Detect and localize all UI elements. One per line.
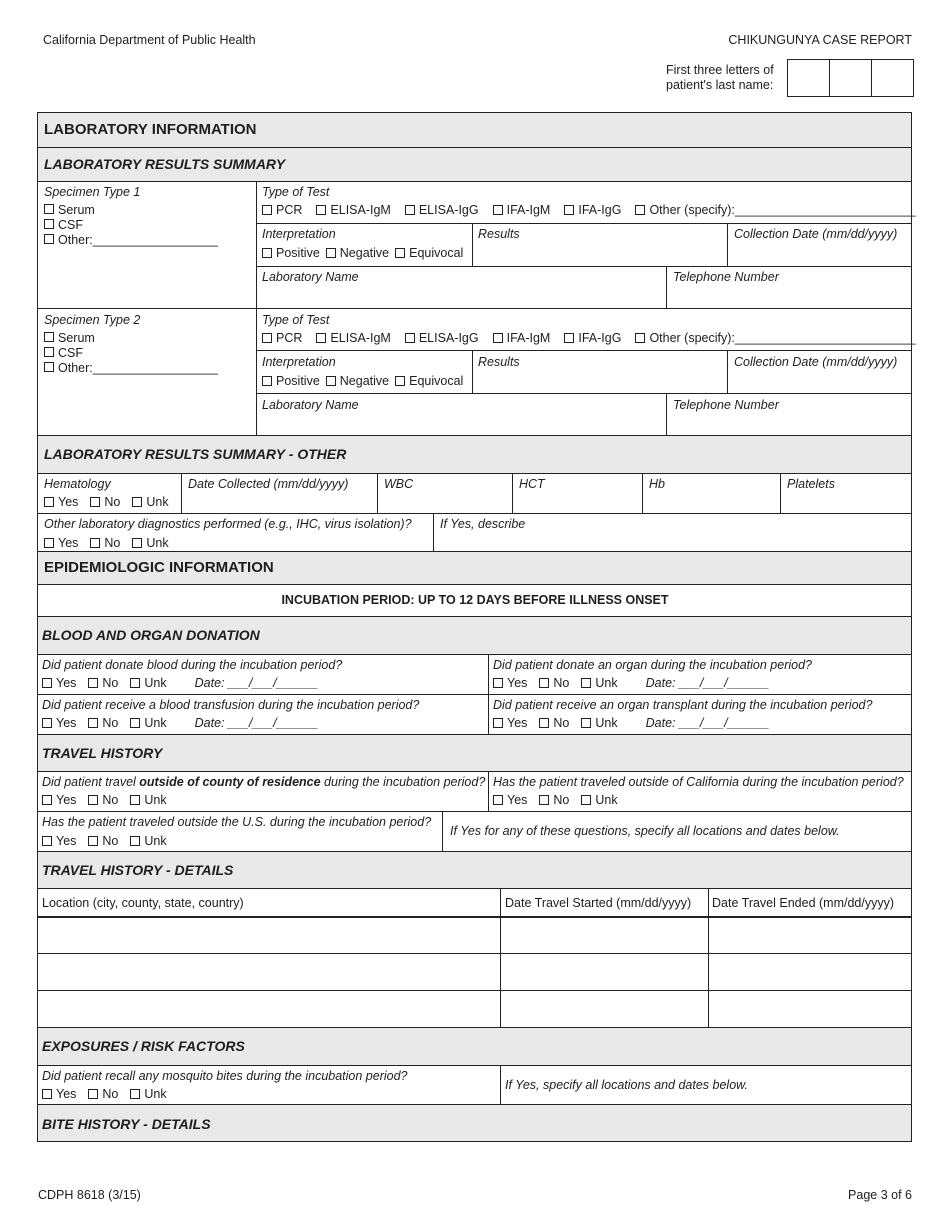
other-diagnostics-options: [44, 536, 169, 550]
vline: [727, 350, 728, 393]
hline: [38, 734, 912, 735]
travel-california-options: [493, 793, 618, 807]
option-no[interactable]: No: [539, 793, 569, 807]
specimen-1-other[interactable]: Other:__________________: [44, 233, 218, 247]
option-unk[interactable]: Unk: [132, 536, 168, 550]
vline: [512, 473, 513, 513]
specimen-1-csf[interactable]: CSF: [44, 218, 83, 232]
other-diagnostics-question: Other laboratory diagnostics performed (e.g., IHC, virus isolation)?: [44, 517, 412, 531]
hline: [38, 811, 912, 812]
specimen-2-label: Specimen Type 2: [44, 313, 141, 327]
last-name-letter-boxes: [787, 59, 914, 97]
travel-details-title: TRAVEL HISTORY - DETAILS: [42, 862, 234, 878]
checkbox[interactable]: [44, 234, 54, 244]
test-other[interactable]: Other (specify):__________________________: [635, 203, 915, 217]
option-no[interactable]: No: [88, 834, 118, 848]
vline: [500, 888, 501, 1027]
exposures-title: EXPOSURES / RISK FACTORS: [42, 1038, 245, 1054]
q-donate-organ: Did patient donate an organ during the incubation period?: [493, 658, 812, 672]
checkbox[interactable]: [44, 362, 54, 372]
letter-box-2[interactable]: [830, 60, 872, 96]
option-unk[interactable]: Unk: [581, 676, 617, 690]
travel-note: If Yes for any of these questions, specify all locations and dates below.: [450, 824, 840, 838]
option-unk[interactable]: Unk: [132, 495, 168, 509]
test-ifa-igm[interactable]: IFA-IgM: [493, 203, 551, 217]
interp-positive[interactable]: Positive: [262, 374, 320, 388]
travel-row-1-location[interactable]: [38, 918, 500, 953]
hline: [256, 393, 912, 394]
vline: [500, 1065, 501, 1104]
test-elisa-igm[interactable]: ELISA-IgM: [316, 331, 390, 345]
option-yes[interactable]: Yes: [42, 716, 76, 730]
vline: [708, 888, 709, 1027]
q-mosquito-bites: Did patient recall any mosquito bites during the incubation period?: [42, 1069, 408, 1083]
date-field[interactable]: Date: ___/___/______: [194, 676, 319, 690]
col-date-started: Date Travel Started (mm/dd/yyyy): [505, 896, 692, 910]
receive-blood-options: [42, 716, 318, 730]
option-yes[interactable]: Yes: [42, 676, 76, 690]
hline: [256, 223, 912, 224]
vline: [433, 513, 434, 551]
specimen-2-other[interactable]: Other:__________________: [44, 361, 218, 375]
lab-name-label: Laboratory Name: [262, 270, 359, 284]
vline: [472, 350, 473, 393]
option-unk[interactable]: Unk: [130, 676, 166, 690]
mosquito-options: [42, 1087, 167, 1101]
hline: [38, 654, 912, 655]
test-ifa-igm[interactable]: IFA-IgM: [493, 331, 551, 345]
option-unk[interactable]: Unk: [130, 834, 166, 848]
type-of-test-label: Type of Test: [262, 185, 330, 199]
hline: [38, 851, 912, 852]
option-unk[interactable]: Unk: [581, 793, 617, 807]
bite-history-title: BITE HISTORY - DETAILS: [42, 1116, 211, 1132]
q-travel-county: Did patient travel outside of county of residence during the incubation period?: [42, 775, 486, 789]
q-donate-blood: Did patient donate blood during the incubation period?: [42, 658, 343, 672]
vline: [442, 811, 443, 851]
option-no[interactable]: No: [90, 536, 120, 550]
travel-us-options: [42, 834, 167, 848]
interp-negative[interactable]: Negative: [326, 374, 389, 388]
vline: [666, 393, 667, 435]
hline: [38, 551, 912, 552]
option-yes[interactable]: Yes: [493, 676, 527, 690]
option-unk[interactable]: Unk: [130, 1087, 166, 1101]
letter-box-1[interactable]: [788, 60, 830, 96]
vline: [666, 266, 667, 308]
option-unk[interactable]: Unk: [581, 716, 617, 730]
test-ifa-igg[interactable]: IFA-IgG: [564, 331, 621, 345]
option-no[interactable]: No: [539, 716, 569, 730]
type-of-test-label: Type of Test: [262, 313, 330, 327]
test-options-1: [262, 203, 916, 217]
hline: [38, 1027, 912, 1028]
hline: [256, 350, 912, 351]
test-pcr[interactable]: PCR: [262, 203, 302, 217]
lab-name-label: Laboratory Name: [262, 398, 359, 412]
option-no[interactable]: No: [88, 716, 118, 730]
hline: [38, 771, 912, 772]
col-date-ended: Date Travel Ended (mm/dd/yyyy): [712, 896, 895, 910]
specimen-2-csf[interactable]: CSF: [44, 346, 83, 360]
test-ifa-igg[interactable]: IFA-IgG: [564, 203, 621, 217]
vline: [256, 181, 257, 435]
test-elisa-igg[interactable]: ELISA-IgG: [405, 331, 479, 345]
test-pcr[interactable]: PCR: [262, 331, 302, 345]
agency-name: California Department of Public Health: [43, 33, 256, 47]
hline: [38, 616, 912, 617]
specimen-1-serum[interactable]: Serum: [44, 203, 95, 217]
test-elisa-igm[interactable]: ELISA-IgM: [316, 203, 390, 217]
checkbox[interactable]: [44, 204, 54, 214]
report-title: CHIKUNGUNYA CASE REPORT: [728, 33, 912, 47]
hline: [38, 888, 912, 889]
option-no[interactable]: No: [90, 495, 120, 509]
travel-row-2-location[interactable]: [38, 954, 500, 990]
vline: [472, 223, 473, 266]
hematology-options: [44, 495, 169, 509]
hline: [38, 1065, 912, 1066]
epi-title: EPIDEMIOLOGIC INFORMATION: [44, 559, 274, 576]
hline: [38, 694, 912, 695]
interp-equivocal[interactable]: Equivocal: [395, 374, 463, 388]
option-yes[interactable]: Yes: [493, 793, 527, 807]
interpretation-label: Interpretation: [262, 227, 336, 241]
vline: [377, 473, 378, 513]
hline: [38, 181, 912, 182]
collection-date-label: Collection Date (mm/dd/yyyy): [734, 227, 898, 241]
option-yes[interactable]: Yes: [42, 1087, 76, 1101]
col-location: Location (city, county, state, country): [42, 896, 244, 910]
specimen-1-label: Specimen Type 1: [44, 185, 141, 199]
interp-positive[interactable]: Positive: [262, 246, 320, 260]
lab-other-title: LABORATORY RESULTS SUMMARY - OTHER: [44, 446, 347, 462]
hline: [38, 1104, 912, 1105]
vline: [727, 223, 728, 266]
donate-blood-options: [42, 676, 318, 690]
hline: [38, 584, 912, 585]
interp-negative[interactable]: Negative: [326, 246, 389, 260]
vline: [488, 654, 489, 734]
vline: [642, 473, 643, 513]
wbc-label: WBC: [384, 477, 414, 491]
receive-organ-options: [493, 716, 769, 730]
lab-info-title: LABORATORY INFORMATION: [44, 121, 257, 138]
checkbox[interactable]: [44, 347, 54, 357]
hline: [38, 308, 912, 309]
test-other[interactable]: Other (specify):__________________________: [635, 331, 915, 345]
interp-options-1: [262, 246, 463, 260]
checkbox[interactable]: [44, 332, 54, 342]
vline: [780, 473, 781, 513]
vline: [181, 473, 182, 513]
last-name-label-2: patient's last name:: [666, 78, 774, 92]
q-travel-california: Has the patient traveled outside of California during the incubation period?: [493, 775, 904, 789]
checkbox[interactable]: [44, 219, 54, 229]
interp-equivocal[interactable]: Equivocal: [395, 246, 463, 260]
letter-box-3[interactable]: [872, 60, 913, 96]
option-yes[interactable]: Yes: [42, 793, 76, 807]
q-travel-us: Has the patient traveled outside the U.S. during the incubation period?: [42, 815, 432, 829]
option-yes[interactable]: Yes: [493, 716, 527, 730]
page-number: Page 3 of 6: [848, 1188, 912, 1202]
option-yes[interactable]: Yes: [42, 834, 76, 848]
interpretation-label: Interpretation: [262, 355, 336, 369]
date-field[interactable]: Date: ___/___/______: [194, 716, 319, 730]
hematology-label: Hematology: [44, 477, 111, 491]
travel-county-options: [42, 793, 167, 807]
interp-options-2: [262, 374, 463, 388]
telephone-label: Telephone Number: [673, 398, 779, 412]
lab-summary-title: LABORATORY RESULTS SUMMARY: [44, 156, 286, 172]
last-name-label-1: First three letters of: [666, 63, 774, 77]
if-yes-describe-label: If Yes, describe: [440, 517, 526, 531]
platelets-label: Platelets: [787, 477, 835, 491]
hline: [38, 513, 912, 514]
option-unk[interactable]: Unk: [130, 793, 166, 807]
test-elisa-igg[interactable]: ELISA-IgG: [405, 203, 479, 217]
option-yes[interactable]: Yes: [44, 536, 78, 550]
form-id: CDPH 8618 (3/15): [38, 1188, 141, 1202]
donate-organ-options: [493, 676, 769, 690]
results-label: Results: [478, 355, 520, 369]
date-collected-label: Date Collected (mm/dd/yyyy): [188, 477, 349, 491]
mosquito-note: If Yes, specify all locations and dates below.: [505, 1078, 748, 1092]
option-no[interactable]: No: [88, 793, 118, 807]
telephone-label: Telephone Number: [673, 270, 779, 284]
option-no[interactable]: No: [88, 1087, 118, 1101]
collection-date-label: Collection Date (mm/dd/yyyy): [734, 355, 898, 369]
hct-label: HCT: [519, 477, 545, 491]
option-no[interactable]: No: [88, 676, 118, 690]
q-receive-blood: Did patient receive a blood transfusion during the incubation period?: [42, 698, 420, 712]
test-options-2: [262, 331, 916, 345]
option-unk[interactable]: Unk: [130, 716, 166, 730]
option-no[interactable]: No: [539, 676, 569, 690]
vline: [488, 771, 489, 811]
hb-label: Hb: [649, 477, 665, 491]
specimen-2-serum[interactable]: Serum: [44, 331, 95, 345]
travel-history-title: TRAVEL HISTORY: [42, 745, 163, 761]
hline: [256, 266, 912, 267]
results-label: Results: [478, 227, 520, 241]
blood-organ-title: BLOOD AND ORGAN DONATION: [42, 627, 260, 643]
hline: [38, 147, 912, 148]
q-receive-organ: Did patient receive an organ transplant during the incubation period?: [493, 698, 873, 712]
option-yes[interactable]: Yes: [44, 495, 78, 509]
incubation-period: INCUBATION PERIOD: UP TO 12 DAYS BEFORE ILLNESS ONSET: [281, 593, 669, 607]
date-field[interactable]: Date: ___/___/______: [645, 676, 770, 690]
date-field[interactable]: Date: ___/___/______: [645, 716, 770, 730]
hline: [38, 435, 912, 436]
travel-row-3-location[interactable]: [38, 991, 500, 1027]
